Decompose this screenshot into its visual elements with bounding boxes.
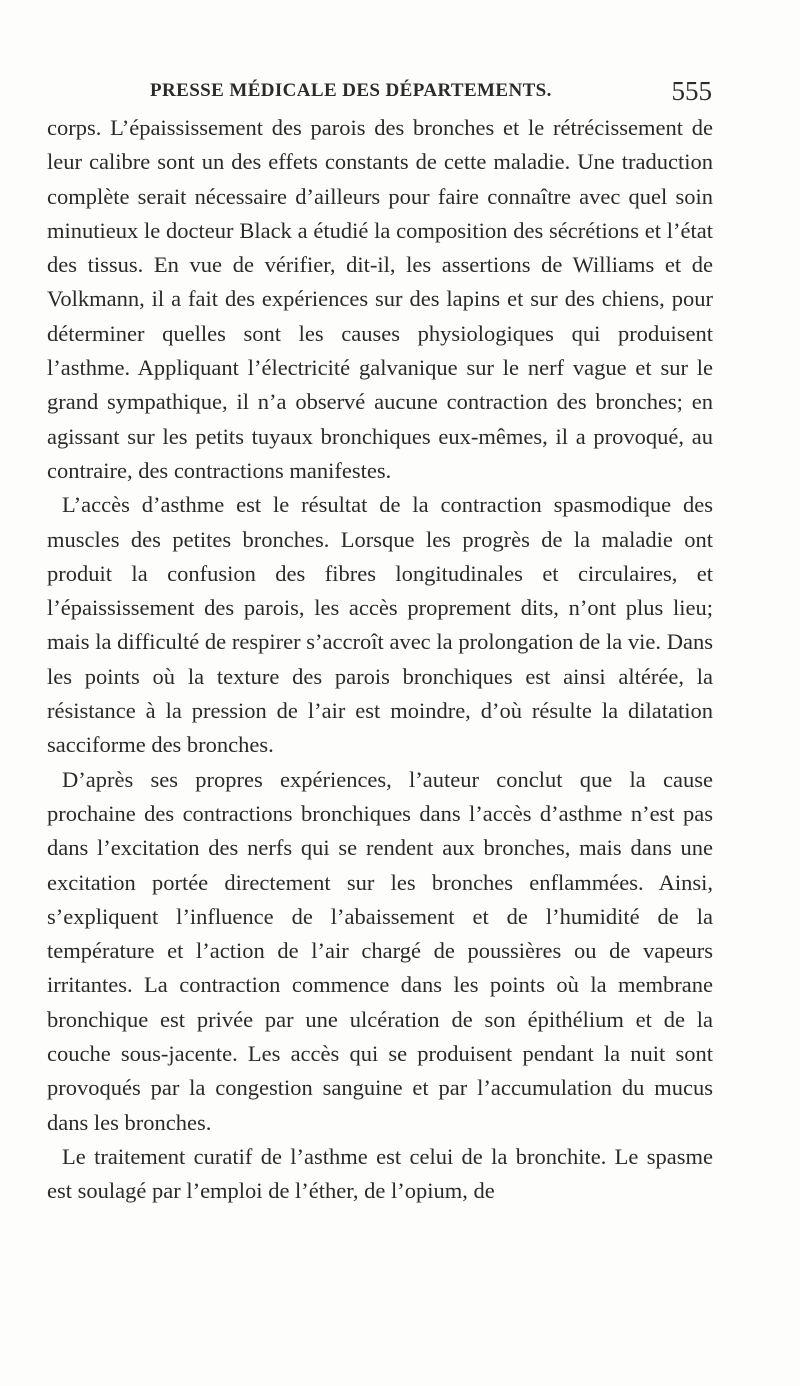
paragraph-3: D’après ses propres expériences, l’auteur conclut que la cause prochaine des contractions bronchiques dans l’accès d’asthme n’est pas dans l’excitation des nerfs qui se rendent aux bronches, mais dans une excitation portée directement sur les bronches enflammées. Ainsi, s’expliquent l’influence de l’abaissement et de l’humidité de la température et l’action de l’air chargé de poussières ou de vapeurs irritantes. La contraction commence dans les points où la membrane bronchique est privée par une ulcération de son épithélium et de la couche sous-jacente. Les accès qui se produisent pendant la nuit sont provoqués par la congestion sanguine et par l’accumulation du mucus dans les bronches. bbox=[47, 766, 713, 1135]
page-header bbox=[150, 78, 712, 108]
page-number: 555 bbox=[671, 76, 712, 106]
paragraph-2: L’accès d’asthme est le résultat de la contraction spasmodique des muscles des petites bronches. Lorsque les progrès de la maladie ont produit la confusion des fibres longitudinales et circulaires, et l’épaississement des parois, les accès proprement dits, n’ont plus lieu; mais la difficulté de respirer s’accroît avec la prolongation de la vie. Dans les points où la texture des parois bronchiques est ainsi altérée, la résistance à la pression de l’air est moindre, d’où résulte la dilatation sacciforme des bronches. bbox=[47, 492, 713, 758]
body-text bbox=[47, 111, 713, 1209]
paragraph-4: Le traitement curatif de l’asthme est celui de la bronchite. Le spasme est soulagé par l’emploi de l’éther, de l’opium, de bbox=[47, 1143, 713, 1204]
running-head: PRESSE MÉDICALE DES DÉPARTEMENTS. bbox=[150, 80, 552, 101]
paragraph-1: corps. L’épaississement des parois des bronches et le rétrécissement de leur calibre sont un des effets constants de cette maladie. Une traduction complète serait nécessaire d’ailleurs pour faire connaître avec quel soin minutieux le docteur Black a étudié la composition des sécrétions et l’état des tissus. En vue de vérifier, dit-il, les assertions de Williams et de Volkmann, il a fait des expériences sur des lapins et sur des chiens, pour déterminer quelles sont les causes physiologiques qui produisent l’asthme. Appliquant l’électricité galvanique sur le nerf vague et sur le grand sympathique, il n’a observé aucune contraction des bronches; en agissant sur les petits tuyaux bronchiques eux-mêmes, il a provoqué, au contraire, des contractions manifestes. bbox=[47, 115, 713, 483]
